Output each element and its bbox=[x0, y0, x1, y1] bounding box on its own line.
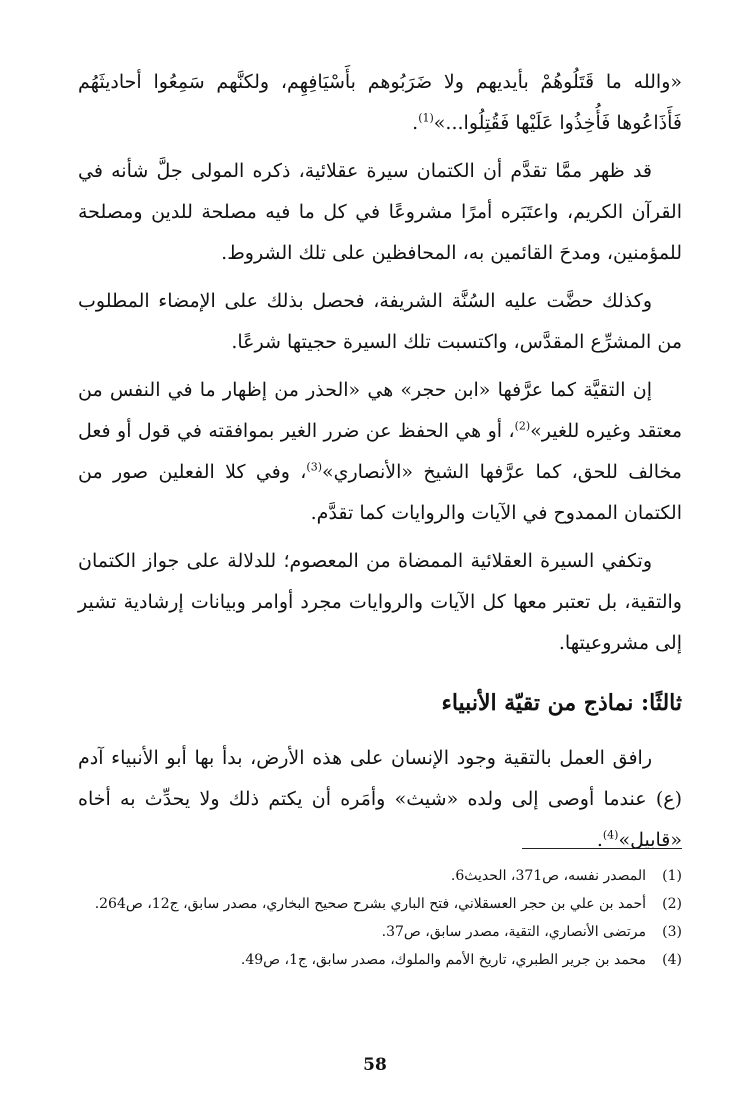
footnote-ref-2: (2) bbox=[514, 419, 531, 433]
footnote-ref-3: (3) bbox=[306, 460, 323, 474]
footnote-number: (1) bbox=[662, 868, 682, 884]
footnote-text: أحمد بن علي بن حجر العسقلاني، فتح الباري بشرح صحيح البخاري، مصدر سابق، ج12، ص264. bbox=[94, 896, 646, 912]
footnote-ref-1: (1) bbox=[418, 111, 434, 125]
paragraph-sunnah: وكذلك حضَّت عليه السُنَّة الشريفة، فحصل بذلك على الإمضاء المطلوب من المشرِّع المقدَّس، واكتسبت تلك السيرة حجيتها شرعًا. bbox=[78, 290, 682, 353]
footnote-ref-4: (4) bbox=[602, 828, 619, 842]
paragraph-rational-custom: وتكفي السيرة العقلائية الممضاة من المعصوم؛ للدلالة على جواز الكتمان والتقية، بل تعتبر معها كل الآيات والروايات مجرد أوامر وبيانات إرشادية تشير إلى مشروعيتها. bbox=[78, 550, 682, 654]
main-text bbox=[78, 62, 682, 868]
paragraph-taqiyya-definition bbox=[78, 370, 682, 534]
footnote-number: (2) bbox=[662, 896, 682, 912]
footnote-item bbox=[78, 918, 682, 946]
quote-paragraph bbox=[78, 62, 682, 144]
footnote-text: محمد بن جرير الطبري، تاريخ الأمم والملوك، مصدر سابق، ج1، ص49. bbox=[240, 952, 646, 968]
footnote-item bbox=[78, 890, 682, 918]
footnotes bbox=[78, 862, 682, 974]
footnote-item bbox=[78, 946, 682, 974]
adam-tail: . bbox=[596, 829, 603, 851]
definition-text-middle: ، أو هي الحفظ عن ضرر الغير بموافقته في قول أو فعل مخالف للحق، كما عرَّفها الشيخ «الأنصاري» bbox=[78, 420, 682, 483]
definition-text-start: إن التقيَّة كما عرَّفها «ابن حجر» هي «الحذر من إظهار ما في النفس من معتقد وغيره للغير» bbox=[78, 379, 683, 442]
page-number: 58 bbox=[363, 1055, 387, 1075]
paragraph-adam bbox=[78, 738, 682, 861]
footnote-number: (4) bbox=[662, 952, 682, 968]
paragraph-concealment-rational: قد ظهر ممَّا تقدَّم أن الكتمان سيرة عقلائية، ذكره المولى جلَّ شأنه في القرآن الكريم، واعتَبَره أمرًا مشروعًا في كل ما فيه مصلحة للدين ومصلحة للمؤمنين، ومدحَ القائمين به، المحافظين على تلك الشروط. bbox=[78, 160, 682, 264]
adam-text: رافق العمل بالتقية وجود الإنسان على هذه الأرض، بدأ بها أبو الأنبياء آدم (ع) عندما أوصى إلى ولده «شيث» وأمَره أن يكتم ذلك ولا يحدِّث به أخاه «قابيل» bbox=[78, 747, 682, 851]
quote-tail: . bbox=[412, 112, 419, 134]
quote-text: «والله ما قَتَلُوهُمْ بأيديهم ولا ضَرَبُوهم بأَسْيَافِهِم، ولكنَّهم سَمِعُوا أحاديثَهُم فَأَذَاعُوها فَأُخِذُوا عَلَيْها فَقُتِلُوا...» bbox=[78, 71, 682, 134]
footnote-item bbox=[78, 862, 682, 890]
footnote-text: المصدر نفسه، ص371، الحديث6. bbox=[450, 868, 646, 884]
definition-text-end: ، وفي كلا الفعلين صور من الكتمان الممدوح في الآيات والروايات كما تقدَّم. bbox=[78, 461, 682, 524]
footnote-text: مرتضى الأنصاري، التقية، مصدر سابق، ص37. bbox=[381, 924, 646, 940]
footnote-number: (3) bbox=[662, 924, 682, 940]
footnote-divider bbox=[522, 848, 682, 849]
section-heading: ثالثًا: نماذج من تقيّة الأنبياء bbox=[441, 690, 682, 716]
